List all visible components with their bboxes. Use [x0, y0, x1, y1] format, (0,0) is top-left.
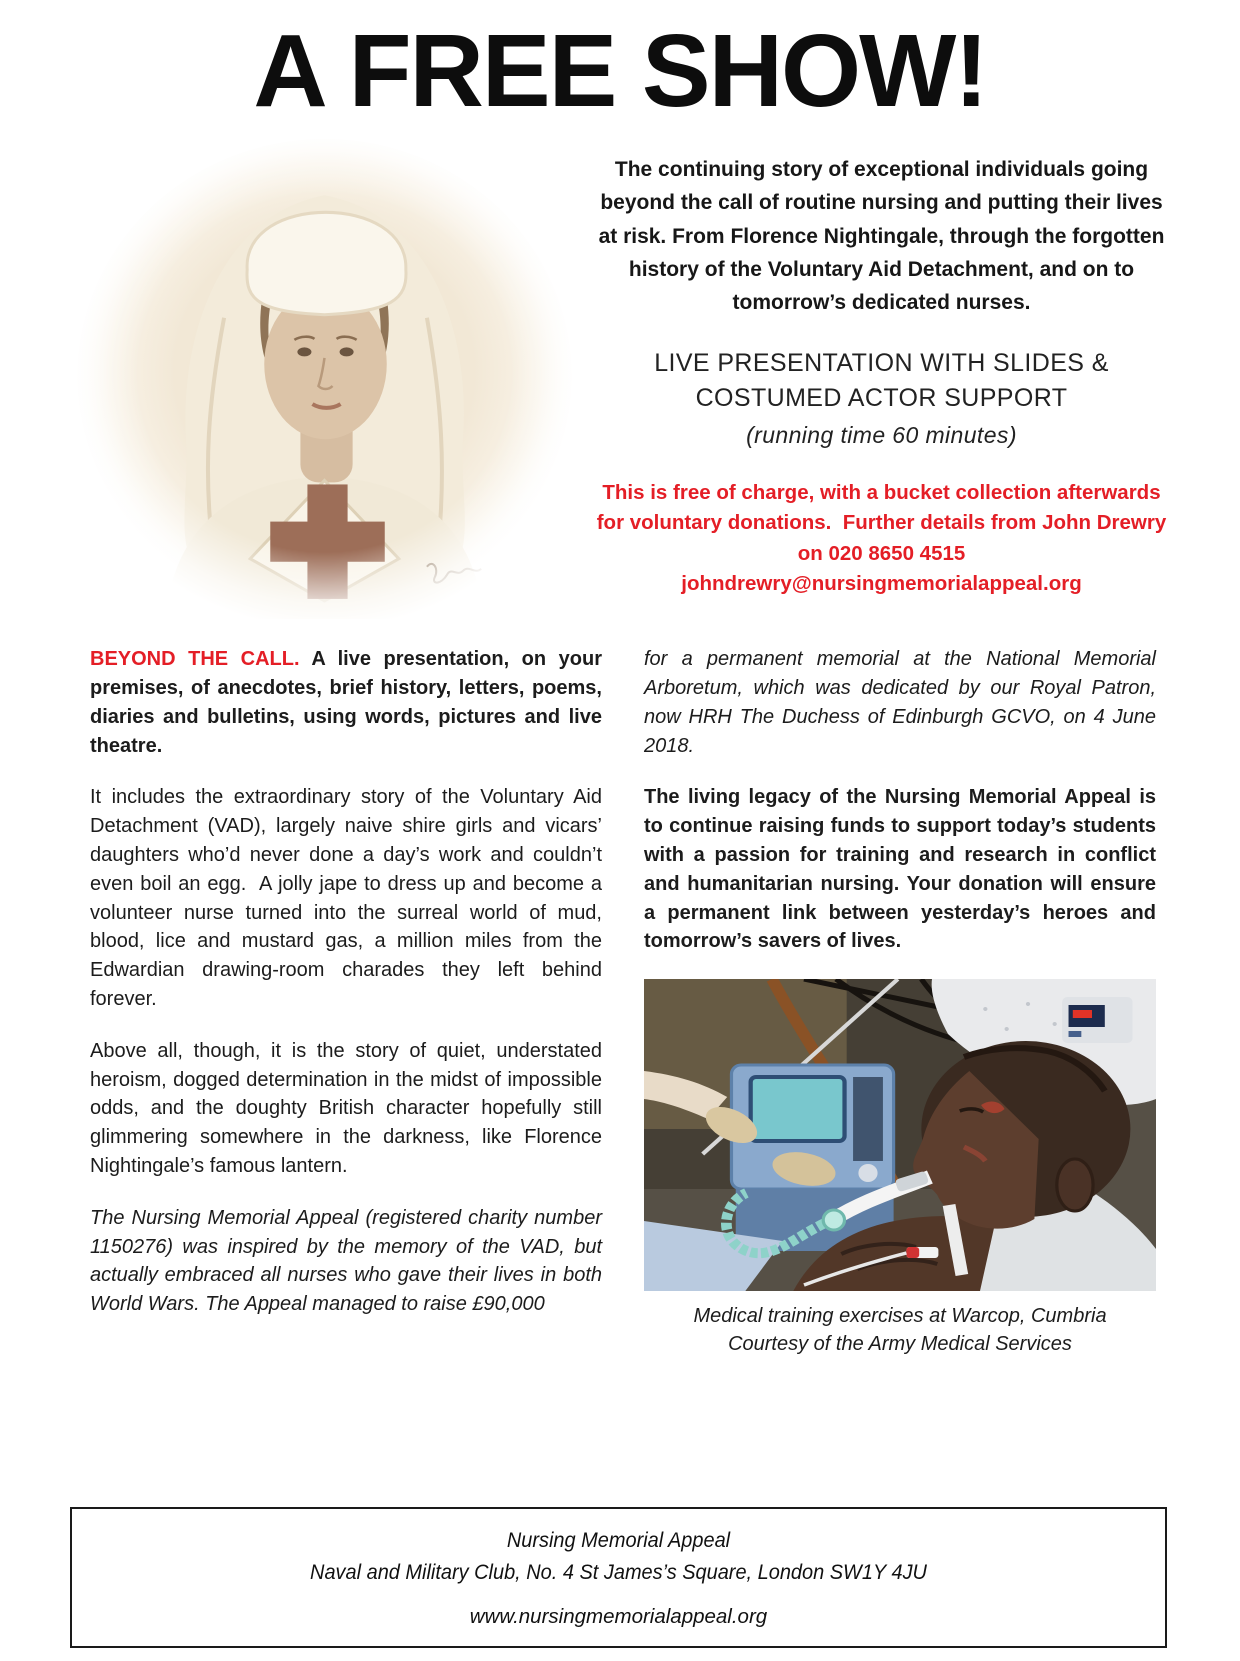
footer-box — [70, 1507, 1167, 1648]
ventilator-screen — [751, 1077, 845, 1141]
free-notice — [593, 478, 1170, 599]
running-time: (running time 60 minutes) — [746, 422, 1017, 449]
footer-website: www.nursingmemorialappeal.org — [469, 1605, 768, 1628]
footer-address: Naval and Military Club, No. 4 St James’s Square, London SW1Y 4JU — [310, 1561, 927, 1585]
notice-phone: 020 8650 4515 — [828, 541, 966, 565]
beyond-the-call-rest: A live presentation, on your premises, of anecdotes, brief history, letters, poems, diaries and bulletins, using words, pictures and live theatre. — [90, 648, 603, 757]
paragraph-beyond-the-call — [90, 645, 602, 760]
beyond-the-call-lead: BEYOND THE CALL. — [90, 648, 300, 671]
tube-connector — [823, 1210, 844, 1230]
hospital-photo-illustration — [644, 979, 1156, 1291]
patient-ear — [1057, 1159, 1093, 1211]
paragraph-memorial: for a permanent memorial at the National Memorial Arboretum, which was dedicated by our Royal Patron, now HRH The Duchess of Edinburgh GCVO, on 4 June 2018. — [644, 648, 1156, 757]
body-right-column — [644, 645, 1156, 1358]
paragraph-heroism: Above all, though, it is the story of quiet, understated heroism, dogged determination in the midst of impossible odds, and the doughty British character hopefully still glimmering somewhere in the darkness, like Florence Nightingale’s famous lantern. — [90, 1039, 602, 1178]
intro-paragraph: The continuing story of exceptional individuals going beyond the call of routine nursing and putting their lives at risk. From Florence Nightingale, through the forgotten history of the Voluntary Aid Detachment, and on to tomorrow’s dedicated nurses. — [598, 158, 1165, 314]
notice-text: This is free of charge, with a bucket collection afterwards for voluntary donations. Further details from John Drewry on — [596, 481, 1167, 565]
monitor-device — [1062, 997, 1132, 1043]
live-line-2: COSTUMED ACTOR SUPPORT — [695, 384, 1068, 413]
nurse-illustration — [72, 137, 577, 619]
nurse-photo — [72, 137, 577, 619]
body-columns — [0, 619, 1240, 1358]
hospital-photo — [644, 979, 1156, 1291]
footer-org: Nursing Memorial Appeal — [506, 1529, 731, 1553]
paragraph-appeal-history: The Nursing Memorial Appeal (registered charity number 1150276) was inspired by the memory of the VAD, but actually embraced all nurses who gave their lives in both World Wars. The Appeal managed to raise £90,000 — [90, 1206, 602, 1316]
notice-email: johndrewry@nursingmemorialappeal.org — [681, 571, 1082, 595]
top-section — [0, 127, 1240, 619]
photo-caption — [644, 1303, 1156, 1358]
paragraph-vad-story: It includes the extraordinary story of the Voluntary Aid Detachment (VAD), largely naive shire girls and vicars’ daughters who’d never done a day’s work and couldn’t even boil an egg. A jolly jape to dress up and become a volunteer nurse turned into the surreal world of mud, blood, lice and mustard gas, a million miles from the Edwardian drawing-room charades they left behind forever. — [90, 786, 602, 1011]
live-line-1: LIVE PRESENTATION WITH SLIDES & — [654, 349, 1109, 378]
page-title: A FREE SHOW! — [253, 13, 987, 128]
caption-line-2: Courtesy of the Army Medical Services — [728, 1332, 1072, 1355]
paragraph-living-legacy: The living legacy of the Nursing Memorial Appeal is to continue raising funds to support today’s students with a passion for training and research in conflict and humanitarian nursing. Your donation will ensure a permanent link between yesterday’s heroes and tomorrow’s savers of lives. — [644, 786, 1156, 953]
live-presentation-lines — [593, 346, 1170, 451]
vignette-fade — [73, 137, 575, 619]
caption-line-1: Medical training exercises at Warcop, Cumbria — [693, 1305, 1107, 1328]
intro-block — [577, 137, 1170, 619]
body-left-column — [90, 645, 602, 1358]
